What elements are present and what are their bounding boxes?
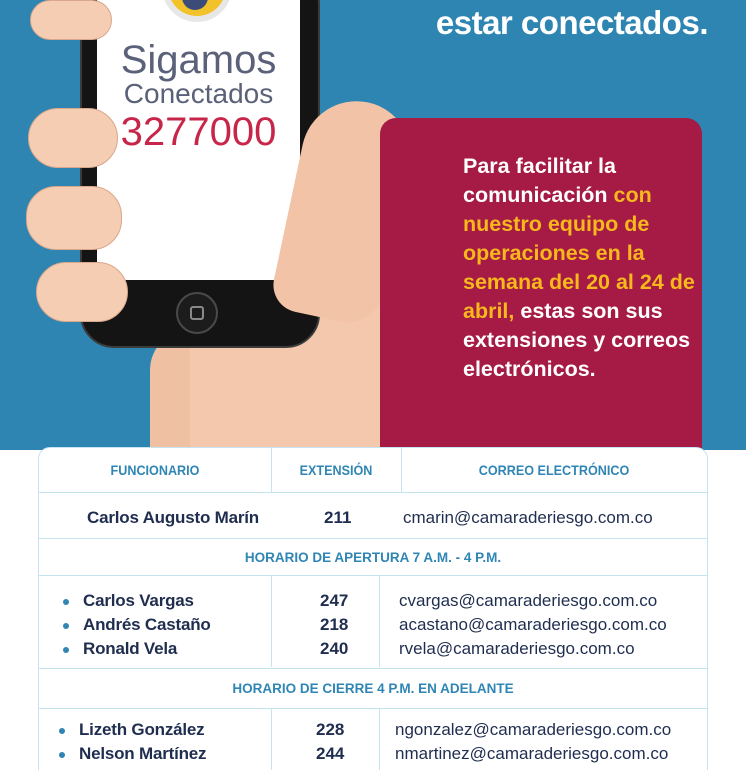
divider <box>39 668 707 669</box>
finger <box>36 262 128 322</box>
list-item-ext: 228 <box>316 720 345 739</box>
header-extension: EXTENSIÓN <box>299 462 373 478</box>
message-part3: estas son sus extensiones y correos electrónicos. <box>463 299 691 381</box>
divider <box>271 708 272 770</box>
lead-name: Carlos Augusto Marín <box>87 508 259 527</box>
finger <box>28 108 118 168</box>
message-text <box>463 152 713 384</box>
list-item-ext: 218 <box>320 615 349 634</box>
header-funcionario: FUNCIONARIO <box>110 462 200 478</box>
lead-email[interactable]: cmarin@camaraderiesgo.com.co <box>403 508 653 527</box>
lead-ext: 211 <box>324 508 352 527</box>
divider <box>39 575 707 576</box>
divider <box>379 575 380 667</box>
list-item-ext: 247 <box>320 591 349 610</box>
bullet-icon <box>63 647 69 653</box>
bullet-icon <box>59 752 65 758</box>
finger <box>26 186 122 250</box>
list-item-name: Ronald Vela <box>83 639 178 658</box>
list-item-email[interactable]: ngonzalez@camaraderiesgo.com.co <box>395 720 672 739</box>
list-item-email[interactable]: cvargas@camaraderiesgo.com.co <box>399 591 658 610</box>
bullet-icon <box>63 623 69 629</box>
divider <box>271 575 272 667</box>
list-item-name: Andrés Castaño <box>83 615 211 634</box>
divider <box>379 708 380 770</box>
phone-line1: Sigamos <box>120 38 277 82</box>
message-part2: con nuestro equipo de operaciones en la semana del 20 al 24 de abril, <box>463 183 695 323</box>
list-item-ext: 240 <box>320 639 349 658</box>
phone-number: 3277000 <box>120 110 277 154</box>
list-item-name: Nelson Martínez <box>79 744 207 763</box>
section-opening: HORARIO DE APERTURA 7 A.M. - 4 P.M. <box>244 549 502 565</box>
list-item-email[interactable]: nmartinez@camaraderiesgo.com.co <box>395 744 669 763</box>
divider <box>401 448 402 492</box>
bullet-icon <box>59 728 65 734</box>
list-item-name: Carlos Vargas <box>83 591 194 610</box>
section-closing: HORARIO DE CIERRE 4 P.M. EN ADELANTE <box>232 680 514 696</box>
list-item-name: Lizeth González <box>79 720 205 739</box>
divider <box>39 708 707 709</box>
list-item-email[interactable]: rvela@camaraderiesgo.com.co <box>399 639 635 658</box>
finger <box>30 0 112 40</box>
list-item-email[interactable]: acastano@camaraderiesgo.com.co <box>399 615 667 634</box>
list-item-ext: 244 <box>316 744 345 763</box>
headline: estar conectados. <box>435 4 708 41</box>
home-square-icon <box>190 306 204 320</box>
header-email: CORREO ELECTRÓNICO <box>478 462 630 478</box>
contacts-table <box>38 447 708 770</box>
message-part1: Para facilitar la comunicación <box>463 154 616 207</box>
bullet-icon <box>63 599 69 605</box>
divider <box>271 448 272 492</box>
phone-line2: Conectados <box>123 78 274 109</box>
divider <box>39 492 707 493</box>
